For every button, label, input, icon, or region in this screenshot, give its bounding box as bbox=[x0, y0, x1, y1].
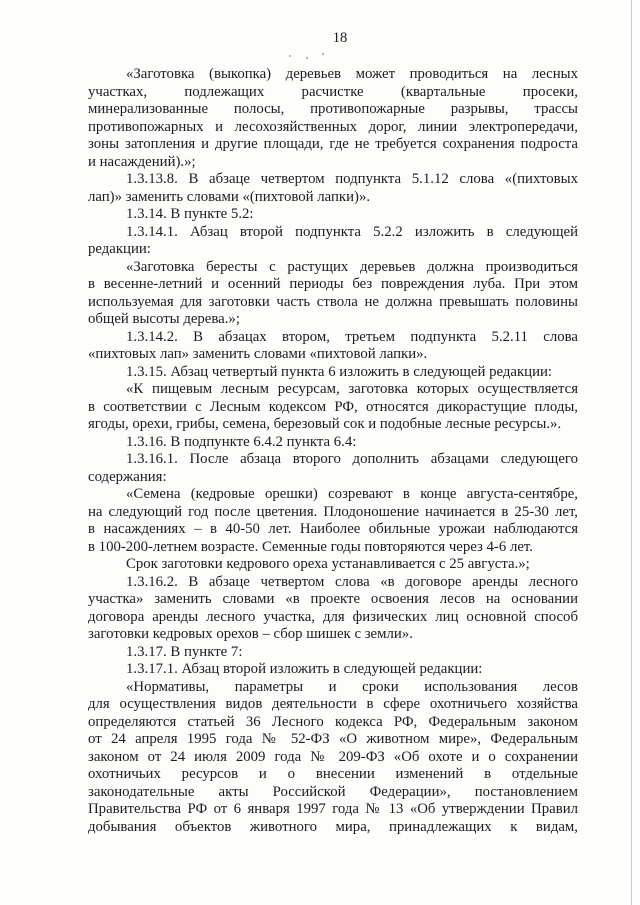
scan-speck bbox=[289, 55, 291, 57]
quoted-amendment-text bbox=[88, 259, 578, 329]
text-line: 1.3.16.1. После абзаца второго дополнить абзацами следующего bbox=[126, 451, 578, 467]
page-number: 18 bbox=[332, 30, 348, 46]
scan-speck bbox=[306, 57, 308, 59]
text-line: 1.3.16.2. В абзаце четвертом слова «в договоре аренды лесного bbox=[126, 573, 578, 590]
text-line: договора аренды лесного участка, для физических лиц основной способ bbox=[88, 608, 578, 625]
text-line: «пихтовых лап» заменить словами «пихтовой лапки». bbox=[88, 346, 428, 362]
text-line: лап)» заменить словами «(пихтовой лапки)». bbox=[88, 188, 371, 205]
text-line: ягоды, орехи, грибы, семена, березовый сок и подобные лесные ресурсы.». bbox=[88, 416, 562, 432]
text-line: 1.3.14.2. В абзацах втором, третьем подпункта 5.2.11 слова bbox=[126, 328, 578, 345]
text-line: в 100-200-летнем возрасте. Семенные годы повторяются через 4-6 лет. bbox=[88, 538, 533, 555]
text-line: и насаждений).»; bbox=[88, 153, 196, 170]
text-line: в насаждениях – в 40-50 лет. Наиболее обильные урожаи наблюдаются bbox=[88, 521, 578, 537]
text-line: участка» заменить словами «в проекте освоения лесов на основании bbox=[88, 591, 578, 607]
amendment-item-1-3-16 bbox=[88, 434, 578, 452]
text-line: редакции: bbox=[88, 241, 151, 257]
text-line: 1.3.16. В подпункте 6.4.2 пункта 6.4: bbox=[126, 433, 357, 450]
text-line: минерализованные полосы, противопожарные разрывы, трассы bbox=[88, 101, 578, 117]
text-line: используемая для заготовки часть ствола не должна превышать половины bbox=[88, 293, 578, 310]
amendment-item-1-3-17-1 bbox=[88, 661, 578, 679]
text-line: от 24 апреля 1995 года № 52-ФЗ «О животном мире», Федеральным bbox=[88, 731, 578, 747]
text-line: законодательные акты Российской Федерации», постановлением bbox=[88, 783, 578, 800]
amendment-item-1-3-13-8 bbox=[88, 171, 578, 206]
text-line: 1.3.13.8. В абзаце четвертом подпункта 5.1.12 слова «(пихтовых bbox=[126, 171, 578, 187]
text-line: общей высоты дерева.»; bbox=[88, 311, 240, 327]
text-line: содержания: bbox=[88, 468, 167, 485]
quoted-amendment-text bbox=[88, 486, 578, 556]
text-line: для осуществления видов деятельности в сфере охотничьего хозяйства bbox=[88, 696, 578, 712]
text-line: «Семена (кедровые орешки) созревают в конце августа-сентябре, bbox=[126, 486, 578, 502]
text-line: «К пищевым лесным ресурсам, заготовка которых осуществляется bbox=[126, 381, 578, 397]
scan-edge-line bbox=[631, 0, 632, 905]
text-line: 1.3.17. В пункте 7: bbox=[126, 643, 243, 660]
text-line: противопожарных и лесохозяйственных дорог, линии электропередачи, bbox=[88, 118, 578, 135]
scan-speck bbox=[322, 53, 324, 55]
quoted-amendment-text bbox=[88, 66, 578, 171]
text-line: определяются статьей 36 Лесного кодекса РФ, Федеральным законом bbox=[88, 713, 578, 730]
text-line: 1.3.17.1. Абзац второй изложить в следующей редакции: bbox=[126, 661, 483, 677]
text-line: в весенне-летний и осенний периоды без повреждения луба. При этом bbox=[88, 276, 578, 292]
quoted-amendment-text bbox=[88, 381, 578, 434]
text-line: 1.3.14. В пункте 5.2: bbox=[126, 206, 254, 222]
amendment-item-1-3-14 bbox=[88, 206, 578, 224]
text-line: заготовки кедровых орехов – сбор шишек с земли». bbox=[88, 626, 413, 642]
text-line: участках, подлежащих расчистке (квартальные просеки, bbox=[88, 83, 578, 100]
text-line: «Нормативы, параметры и сроки использования лесов bbox=[126, 678, 578, 695]
text-line: законом от 24 июля 2009 года № 209-ФЗ «Об охоте и о сохранении bbox=[88, 748, 578, 765]
text-line: зоны затопления и другие площади, где не требуется сохранения подроста bbox=[88, 136, 578, 152]
text-line: добывания объектов животного мира, принадлежащих к видам, bbox=[88, 818, 578, 835]
amendment-item-1-3-15 bbox=[88, 364, 578, 382]
quoted-amendment-text bbox=[88, 679, 578, 837]
text-line: Срок заготовки кедрового ореха устанавливается с 25 августа.»; bbox=[126, 556, 530, 572]
text-line: «Заготовка (выкопка) деревьев может проводиться на лесных bbox=[126, 66, 578, 82]
text-line: 1.3.15. Абзац четвертый пункта 6 изложить в следующей редакции: bbox=[126, 363, 553, 380]
amendment-item-1-3-14-2 bbox=[88, 329, 578, 364]
amendment-item-1-3-17 bbox=[88, 644, 578, 662]
document-body bbox=[88, 66, 578, 836]
quoted-amendment-text bbox=[88, 556, 578, 574]
text-line: «Заготовка бересты с растущих деревьев должна производиться bbox=[126, 258, 578, 275]
amendment-item-1-3-16-1 bbox=[88, 451, 578, 486]
text-line: 1.3.14.1. Абзац второй подпункта 5.2.2 изложить в следующей bbox=[126, 223, 578, 240]
text-line: в соответствии с Лесным кодексом РФ, относятся дикорастущие плоды, bbox=[88, 398, 578, 415]
amendment-item-1-3-14-1 bbox=[88, 224, 578, 259]
amendment-item-1-3-16-2 bbox=[88, 574, 578, 644]
text-line: охотничьих ресурсов и о внесении изменений в отдельные bbox=[88, 766, 578, 782]
text-line: на следующий год после цветения. Плодоношение начинается в 25-30 лет, bbox=[88, 503, 578, 520]
text-line: Правительства РФ от 6 января 1997 года № 13 «Об утверждении Правил bbox=[88, 801, 578, 817]
